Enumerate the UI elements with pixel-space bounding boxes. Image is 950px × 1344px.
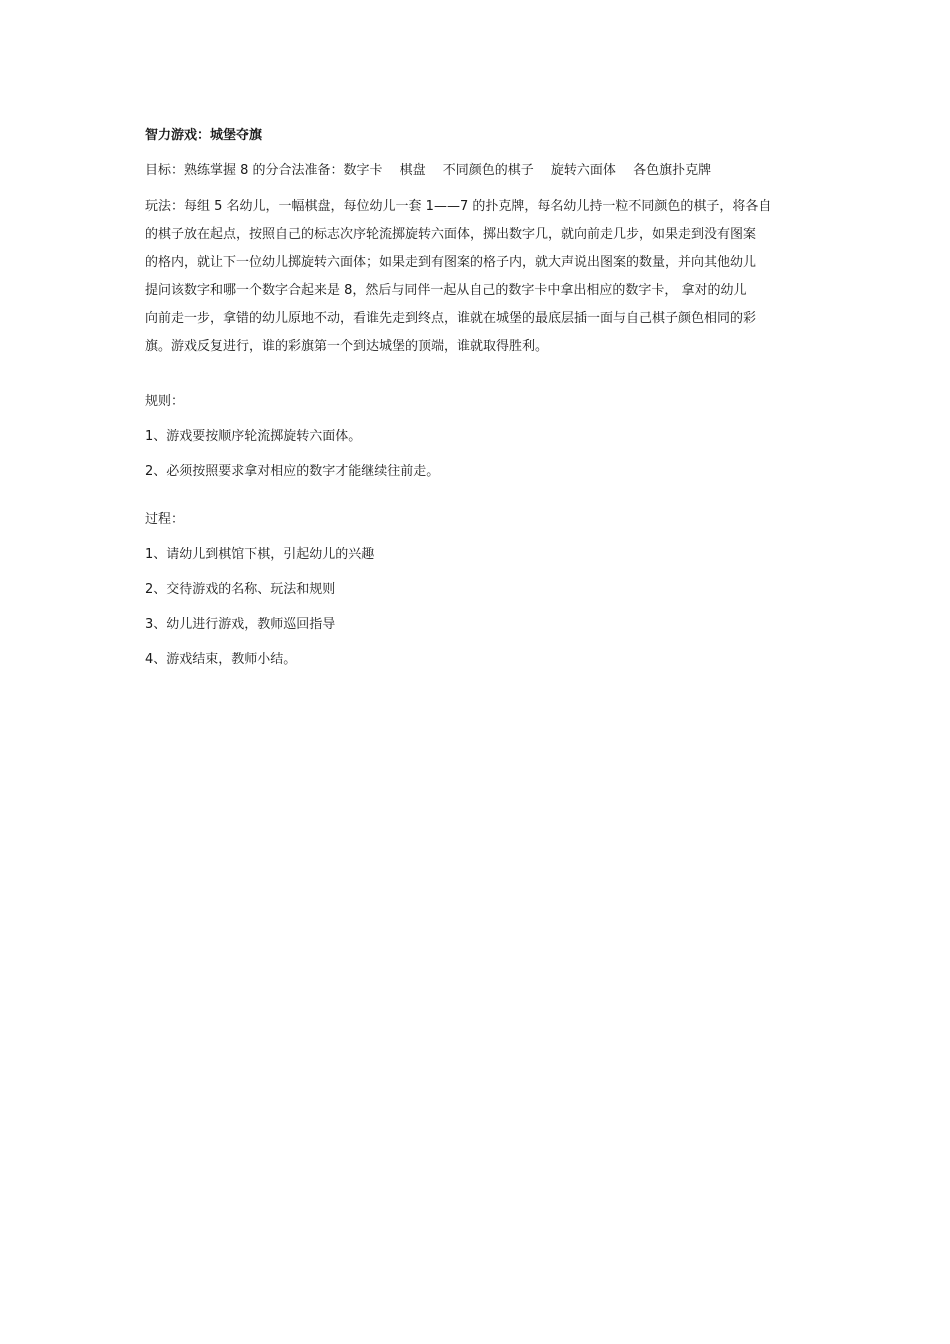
- process-label: 过程：: [145, 512, 185, 527]
- document-title: 智力游戏：城堡夺旗: [145, 128, 263, 143]
- rule-item: 2、必须按照要求拿对相应的数字才能继续往前走。: [145, 464, 440, 479]
- document-page: [145, 126, 809, 685]
- play-line: 提问该数字和哪一个数字合起来是 8，然后与同伴一起从自己的数字卡中拿出相应的数字卡， 拿对的幼儿: [145, 283, 747, 298]
- process-item: 3、幼儿进行游戏，教师巡回指导: [145, 617, 336, 632]
- rules-section: [145, 392, 809, 482]
- play-paragraph: [145, 189, 809, 364]
- process-item: 1、请幼儿到棋馆下棋，引起幼儿的兴趣: [145, 547, 375, 562]
- play-line: 向前走一步，拿错的幼儿原地不动，看谁先走到终点，谁就在城堡的最底层插一面与自己棋子颜色相同的彩: [145, 311, 757, 326]
- process-section: [145, 510, 809, 670]
- goal-line: 目标：熟练掌握 8 的分合法准备：数字卡 棋盘 不同颜色的棋子 旋转六面体 各色旗扑克牌: [145, 163, 712, 178]
- play-line: 的棋子放在起点，按照自己的标志次序轮流掷旋转六面体，掷出数字几，就向前走几步，如果走到没有图案: [145, 227, 757, 242]
- play-line: 的格内，就让下一位幼儿掷旋转六面体；如果走到有图案的格子内，就大声说出图案的数量，并向其他幼儿: [145, 255, 757, 270]
- play-line: 旗。游戏反复进行，谁的彩旗第一个到达城堡的顶端，谁就取得胜利。: [145, 339, 549, 354]
- process-item: 2、交待游戏的名称、玩法和规则: [145, 582, 336, 597]
- play-line: 玩法：每组 5 名幼儿，一幅棋盘，每位幼儿一套 1——7 的扑克牌，每名幼儿持一粒不同颜色的棋子，将各自: [145, 199, 772, 214]
- rules-label: 规则：: [145, 394, 185, 409]
- process-item: 4、游戏结束，教师小结。: [145, 652, 297, 667]
- rule-item: 1、游戏要按顺序轮流掷旋转六面体。: [145, 429, 362, 444]
